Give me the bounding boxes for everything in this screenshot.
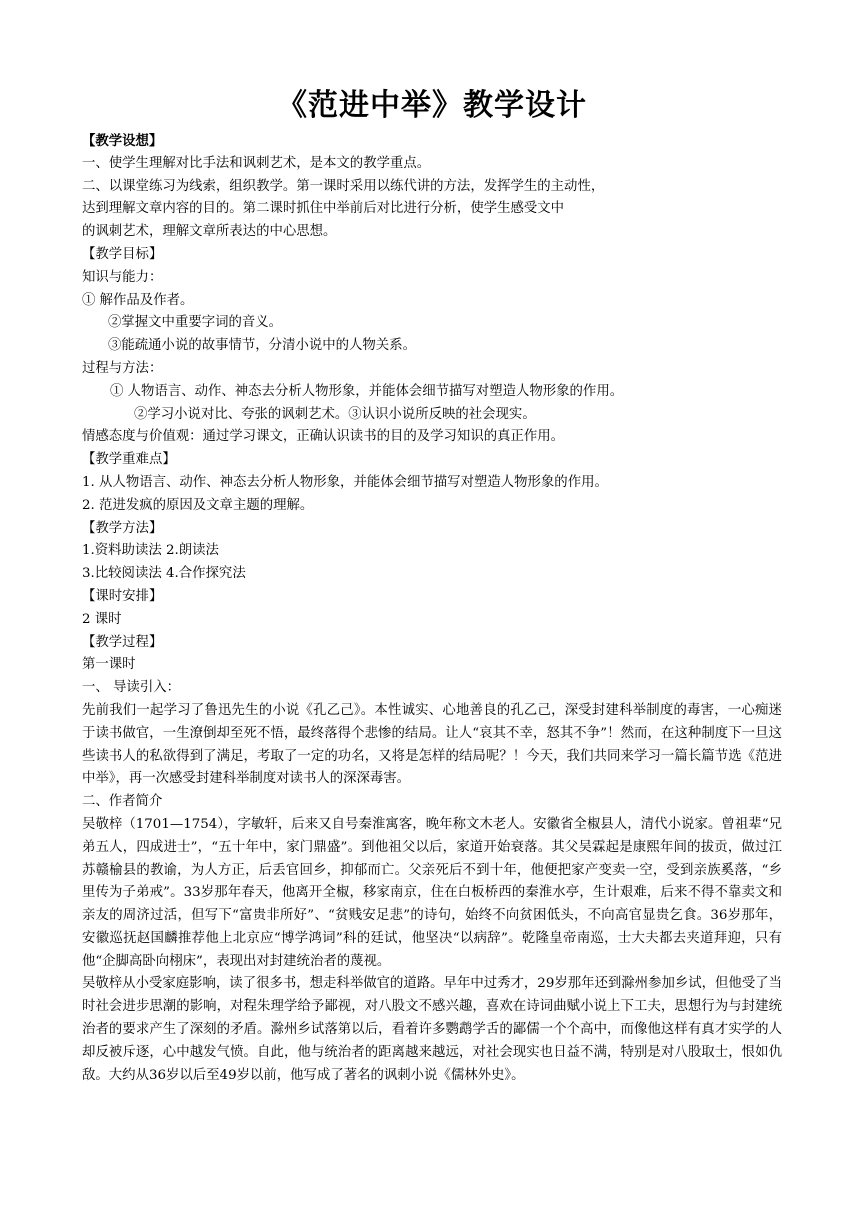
knowledge-item: ① 解作品及作者。 (82, 292, 194, 308)
design-line: 二、以课堂练习为线索，组织教学。第一课时采用以练代讲的方法，发挥学生的主动性， (82, 178, 605, 194)
author-paragraph: 吴敬梓从小受家庭影响，读了很多书，想走科举做官的道路。早年中过秀才，29岁那年还到滁州参加乡试，但他受了当时社会进步思潮的影响，对程朱理学给予鄙视，对八股文不感兴趣，喜欢在诗词曲赋小说上下工夫，思想行为与封建统治者的要求产生了深刻的矛盾。滁州乡试落第以后，看着许多鹦鹉学舌的鄙儒一个个高中，而像他这样有真才实学的人却反被斥逐，心中越发气愤。自此，他与统治者的距离越来越远，对社会现实也日益不满，特别是对八股取士，恨如仇敌。大约从36岁以后至49岁以前，他写成了著名的讽刺小说《儒林外史》。 (82, 976, 782, 1083)
key-point-item: 2. 范进发疯的原因及文章主题的理解。 (82, 497, 314, 513)
schedule-value: 2 课时 (82, 611, 122, 627)
section-header-design: 【教学设想】 (82, 133, 163, 149)
section-header-teaching-process: 【教学过程】 (82, 634, 163, 650)
design-line: 达到理解文章内容的目的。第二课时抓住中举前后对比进行分析，使学生感受文中 (82, 201, 565, 217)
knowledge-label: 知识与能力： (82, 269, 163, 285)
method-item: 3.比较阅读法 4.合作探究法 (82, 566, 246, 582)
emotion-values: 情感态度与价值观：通过学习课文，正确认识读书的目的及学习知识的真正作用。 (82, 429, 565, 445)
intro-header: 一、 导读引入： (82, 680, 180, 696)
process-item: ① 人物语言、动作、神态去分析人物形象，并能体会细节描写对塑造人物形象的作用。 (110, 383, 624, 399)
section-header-schedule: 【课时安排】 (82, 588, 163, 604)
knowledge-item: ③能疏通小说的故事情节，分清小说中的人物关系。 (108, 338, 416, 354)
knowledge-item: ②掌握文中重要字词的音义。 (108, 315, 283, 331)
intro-paragraph: 先前我们一起学习了鲁迅先生的小说《孔乙己》。本性诚实、心地善良的孔乙己，深受封建科举制度的毒害，一心痴迷于读书做官，一生潦倒却至死不悟，最终落得个悲惨的结局。让人“哀其不幸，怒其不争”！然而，在这种制度下一旦这些读书人的私欲得到了满足，考取了一定的功名，又将是怎样的结局呢？！今天，我们共同来学习一篇长篇节选《范进中举》，再一次感受封建科举制度对读书人的深深毒害。 (82, 702, 782, 787)
process-method-label: 过程与方法： (82, 360, 163, 376)
method-item: 1.资料助读法 2.朗读法 (82, 543, 219, 559)
design-line: 的讽刺艺术，理解文章所表达的中心思想。 (82, 224, 337, 240)
section-header-key-points: 【教学重难点】 (82, 452, 176, 468)
process-item: ②学习小说对比、夸张的讽刺艺术。③认识小说所反映的社会现实。 (134, 406, 536, 422)
design-line: 一、使学生理解对比手法和讽刺艺术，是本文的教学重点。 (82, 155, 431, 171)
document-title: 《范进中举》教学设计 (277, 88, 587, 123)
section-header-methods: 【教学方法】 (82, 520, 163, 536)
document-page (82, 84, 782, 1087)
key-point-item: 1. 从人物语言、动作、神态去分析人物形象，并能体会细节描写对塑造人物形象的作用。 (82, 474, 608, 490)
author-header: 二、作者简介 (82, 794, 163, 810)
section-header-goals: 【教学目标】 (82, 246, 163, 262)
lesson-label: 第一课时 (82, 657, 136, 673)
author-paragraph: 吴敬梓（1701—1754），字敏轩，后来又自号秦淮寓客，晚年称文木老人。安徽省全椒县人，清代小说家。曾祖辈“兄弟五人，四成进士”，“五十年中，家门鼎盛”。到他祖父以后，家道开始衰落。其父吴霖起是康熙年间的拔贡，做过江苏赣榆县的教谕，为人方正，后丢官回乡，抑郁而亡。父亲死后不到十年，他便把家产变卖一空，受到亲族奚落，“乡里传为子弟戒”。33岁那年春天，他离开全椒，移家南京，住在白板桥西的秦淮水亭，生计艰难，后来不得不靠卖文和亲友的周济过活，但写下“富贵非所好”、“贫贱安足悲”的诗句，始终不向贫困低头，不向高官显贵乞食。36岁那年，安徽巡抚赵国麟推荐他上北京应“博学鸿词”科的廷试，他坚决“以病辞”。乾隆皇帝南巡，士大夫都去夹道拜迎，只有他“企脚高卧向栩床”，表现出对封建统治者的蔑视。 (82, 816, 782, 969)
